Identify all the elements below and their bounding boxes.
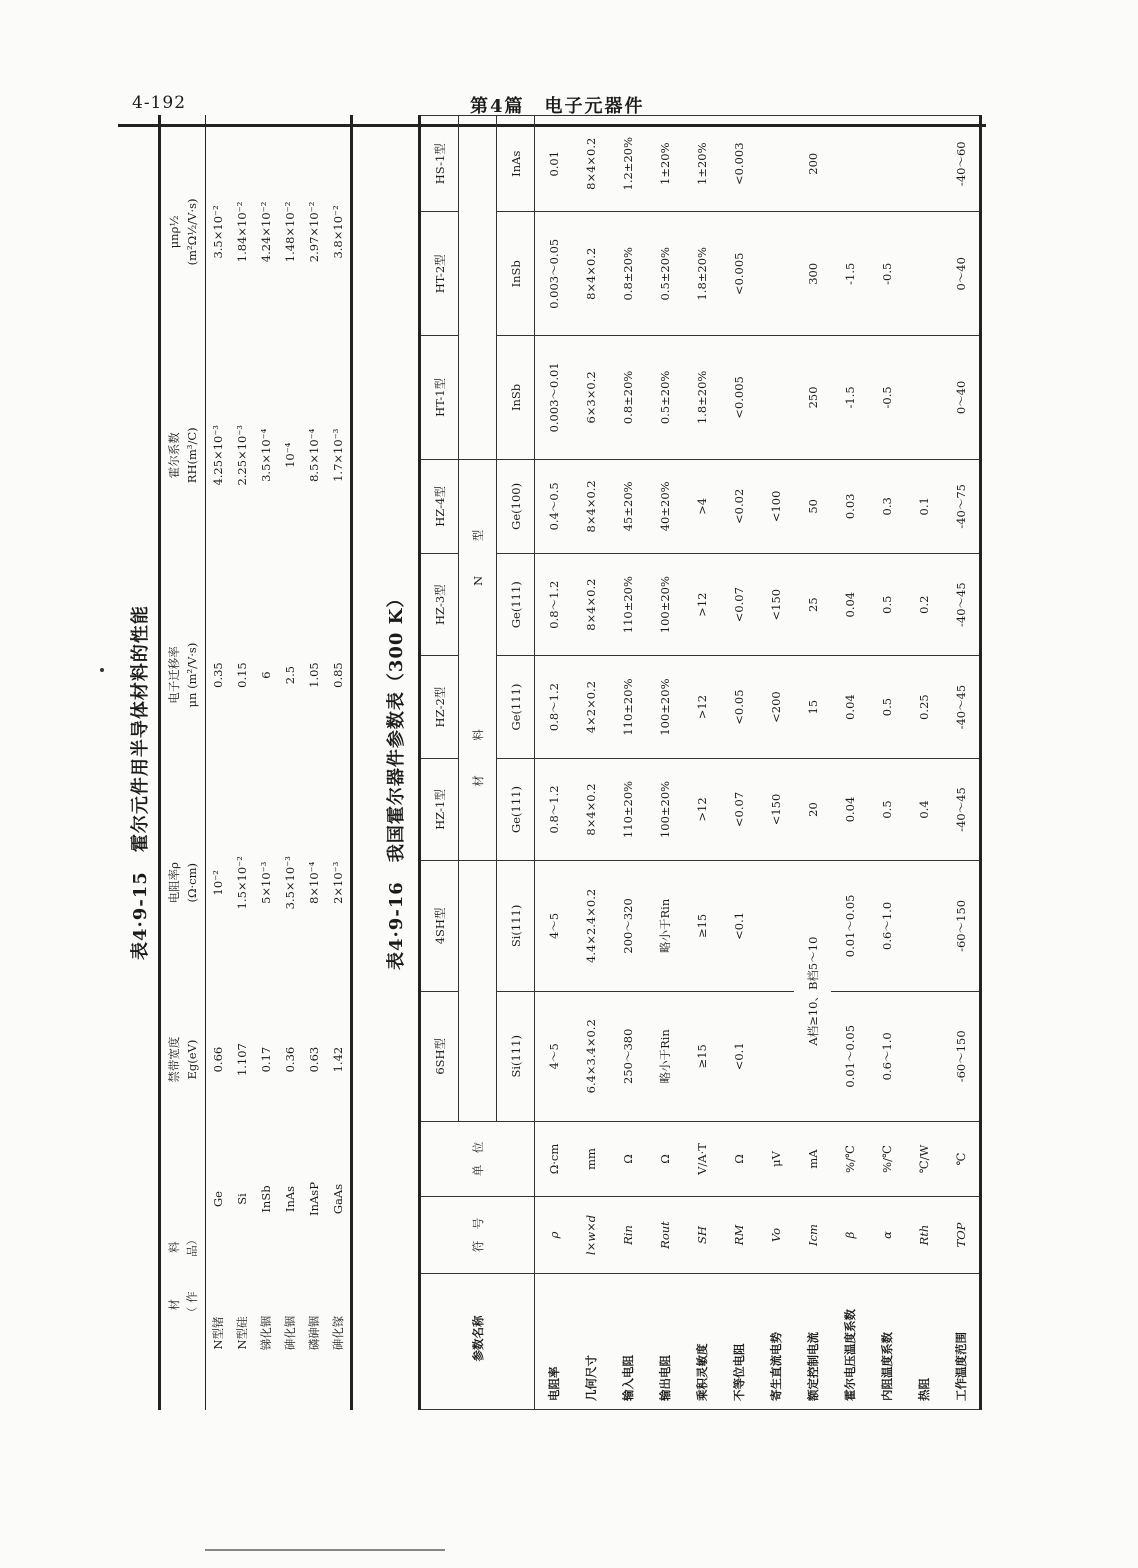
t16-h-model: HZ-3型: [420, 553, 459, 655]
t16-cell-value: -60～150: [942, 861, 981, 991]
t15-cell-eg: 0.66: [211, 1046, 225, 1073]
t15-h-material-l2: （ 作 品）: [185, 1233, 199, 1319]
t16-h-material: Ge(100): [497, 459, 535, 553]
t15-cell-eg: 0.36: [283, 1046, 297, 1073]
t16-cell-value: -1.5: [831, 212, 868, 336]
table15-row: [254, 115, 278, 1410]
t16-cell-unit: Ω: [720, 1122, 757, 1197]
t16-cell-value: -40～45: [942, 656, 981, 758]
table15-row: [230, 115, 254, 1410]
t16-cell-value: 4～5: [535, 991, 573, 1121]
t15-cell-rh: 4.25×10⁻³: [211, 424, 225, 486]
table16-row: [942, 116, 981, 1410]
t15-h-material: [160, 1142, 206, 1410]
t16-cell-param: 乘积灵敏度: [683, 1274, 720, 1410]
t16-cell-unit: mA: [794, 1122, 831, 1197]
t16-cell-value: [757, 861, 794, 991]
t16-cell-value: 200～320: [609, 861, 646, 991]
t15-cell-rho: 5×10⁻³: [259, 861, 273, 904]
t15-h-rho: [160, 788, 206, 977]
t16-cell-value: 0.04: [831, 553, 868, 655]
t16-cell-value: <0.05: [720, 656, 757, 758]
t15-cell-mr: 3.8×10⁻²: [326, 115, 352, 349]
t16-cell-value: <200: [757, 656, 794, 758]
t15-cell-rho: 1.5×10⁻²: [235, 856, 249, 910]
t16-h-model: HZ-1型: [420, 758, 459, 860]
t16-cell-symbol: l×w×d: [572, 1197, 609, 1274]
t16-h-model: HS-1型: [420, 116, 459, 212]
page-number: 4-192: [132, 93, 187, 113]
t16-cell-param: 霍尔电压温度系数: [831, 1274, 868, 1410]
table16-row: [683, 116, 720, 1410]
t16-cell-value: -40～45: [942, 553, 981, 655]
t16-cell-param: 几何尺寸: [572, 1274, 609, 1410]
t15-cell-mr: 3.5×10⁻²: [211, 205, 225, 259]
t15-cell-eg: 0.63: [307, 1046, 321, 1073]
t16-cell-symbol: SH: [683, 1197, 720, 1274]
t15-cell-mr: 2.97×10⁻²: [307, 201, 321, 263]
t16-h-param: 参数名称: [420, 1274, 535, 1410]
t16-cell-value: 200: [794, 116, 831, 212]
t16-cell-symbol: Rout: [646, 1197, 683, 1274]
t16-cell-value: <0.07: [720, 758, 757, 860]
t16-cell-value: <150: [757, 553, 794, 655]
t15-cell-formula: InAs: [283, 1185, 297, 1213]
t15-cell-rh: 1.7×10⁻³: [326, 349, 352, 562]
t16-h-ntype-label: N 型: [459, 459, 497, 656]
t16-cell-value: 8×4×0.2: [572, 459, 609, 553]
t15-cell-mu: 1.05: [307, 662, 321, 688]
t15-h-eg: [160, 977, 206, 1142]
t15-h-mu-l1: 电子迁移率: [167, 646, 181, 704]
table15-caption: 表4·9-15 霍尔元件用半导体材料的性能: [130, 605, 151, 960]
t15-h-rh-l1: 霍尔系数: [167, 432, 181, 479]
t16-cell-value: 110±20%: [609, 656, 646, 758]
t16-cell-value: <0.07: [720, 553, 757, 655]
t15-cell-rho: 10⁻²: [211, 870, 225, 896]
t16-cell-value: 0.3: [868, 459, 905, 553]
t16-cell-value: 25: [794, 553, 831, 655]
t16-cell-value: 4～5: [535, 861, 573, 991]
t16-cell-value: 0.003～0.01: [535, 336, 573, 460]
t16-cell-symbol: Rth: [905, 1197, 942, 1274]
t16-cell-value: 0.8～1.2: [535, 553, 573, 655]
t16-cell-value: ≥15: [683, 991, 720, 1121]
t16-cell-value: <0.005: [720, 336, 757, 460]
t15-cell-name: 锑化铟: [259, 1315, 273, 1351]
t15-cell-formula: Si: [235, 1193, 249, 1205]
t16-h-model: HT-1型: [420, 336, 459, 460]
table16-row: [535, 116, 573, 1410]
t16-cell-value: 0～40: [942, 336, 981, 460]
table16-row: [905, 116, 942, 1410]
t16-cell-value: 40±20%: [646, 459, 683, 553]
t16-cell-param: 额定控制电流: [794, 1274, 831, 1410]
t16-cell-value: 1.8±20%: [683, 212, 720, 336]
t16-cell-value: 110±20%: [609, 553, 646, 655]
t15-cell-mr: 1.48×10⁻²: [283, 201, 297, 263]
t16-cell-value: 50: [794, 459, 831, 553]
t15-h-mu: [160, 562, 206, 789]
t16-cell-unit: Ω·cm: [535, 1122, 573, 1197]
t16-cell-value: 110±20%: [609, 758, 646, 860]
table15-row: [302, 115, 326, 1410]
t16-cell-value: -40～60: [942, 116, 981, 212]
t16-cell-value: 6.4×3.4×0.2: [572, 991, 609, 1121]
t16-h-model: HT-2型: [420, 212, 459, 336]
t15-h-eg-l1: 禁带宽度: [167, 1036, 181, 1083]
t16-cell-value: >4: [683, 459, 720, 553]
t15-h-rh: [160, 349, 206, 562]
table15: [158, 115, 353, 1410]
table16-row: [757, 116, 794, 1410]
table15-header-row: [160, 115, 206, 1410]
t16-h-material: InAs: [497, 116, 535, 212]
t15-cell-eg: 0.17: [259, 1046, 273, 1073]
t16-cell-param: 电阻率: [535, 1274, 573, 1410]
t15-h-eg-l2: Eg(eV): [185, 1039, 199, 1080]
t15-cell-mu: 0.35: [211, 662, 225, 688]
t16-cell-value: 0.5: [868, 553, 905, 655]
t16-cell-value: [905, 116, 942, 212]
t16-h-material: Ge(111): [497, 758, 535, 860]
t16-cell-value: 100±20%: [646, 553, 683, 655]
t15-h-mr-l2: (m²Ω½/V·s): [185, 198, 199, 266]
t16-cell-value: 0.5: [868, 656, 905, 758]
t16-cell-value: <150: [757, 758, 794, 860]
t16-cell-value: 0.8～1.2: [535, 656, 573, 758]
t16-cell-symbol: Vo: [757, 1197, 794, 1274]
t16-cell-value: 0.01～0.05: [831, 861, 868, 991]
t16-cell-value: [905, 861, 942, 991]
t16-cell-value: 略小于Rin: [646, 991, 683, 1121]
t16-h-material: Ge(111): [497, 553, 535, 655]
t16-h-blank: [459, 861, 497, 1122]
running-head: 第4篇 电子元器件: [470, 96, 645, 117]
t16-cell-value: -40～75: [942, 459, 981, 553]
t16-cell-symbol: TOP: [942, 1197, 981, 1274]
t16-cell-unit: %/℃: [831, 1122, 868, 1197]
t16-cell-value: 0.5: [868, 758, 905, 860]
t16-cell-param: 内阻温度系数: [868, 1274, 905, 1410]
t16-cell-value: 0.8±20%: [609, 336, 646, 460]
t16-cell-value: 8×4×0.2: [572, 116, 609, 212]
speck: [100, 668, 104, 672]
t16-cell-value: <0.1: [720, 861, 757, 991]
t16-cell-value: 0.8～1.2: [535, 758, 573, 860]
t16-cell-value: 0～40: [942, 212, 981, 336]
t15-cell-name: 砷化镓: [326, 1256, 352, 1410]
t15-cell-rho: 3.5×10⁻³: [283, 856, 297, 910]
t16-cell-value: 100±20%: [646, 758, 683, 860]
t16-cell-value: [868, 116, 905, 212]
t16-cell-unit: mm: [572, 1122, 609, 1197]
t16-cell-unit: %/℃: [868, 1122, 905, 1197]
t15-h-rho-l1: 电阻率ρ: [167, 862, 181, 904]
t15-cell-mu: 0.15: [235, 662, 249, 688]
t16-cell-unit: ℃: [942, 1122, 981, 1197]
t16-cell-value: 0.4～0.5: [535, 459, 573, 553]
t16-cell-value: -40～45: [942, 758, 981, 860]
t15-h-rh-l2: RH(m³/C): [185, 427, 199, 484]
t16-cell-param: 寄生直流电势: [757, 1274, 794, 1410]
t16-cell-value: 0.5±20%: [646, 336, 683, 460]
t16-h-material: InSb: [497, 336, 535, 460]
t16-cell-param: 输出电阻: [646, 1274, 683, 1410]
t15-cell-eg: 1.107: [235, 1043, 249, 1077]
t16-cell-value: 1.2±20%: [609, 116, 646, 212]
t15-cell-mu: 0.85: [326, 562, 352, 789]
t16-cell-value: 8×4×0.2: [572, 212, 609, 336]
t16-cell-value: 250～380: [609, 991, 646, 1121]
t16-cell-value: 250: [794, 336, 831, 460]
t15-cell-rho: 8×10⁻⁴: [307, 861, 321, 904]
table16-caption: 表4·9-16 我国霍尔器件参数表（300 K）: [386, 588, 407, 970]
t16-cell-value: 0.6～1.0: [868, 991, 905, 1121]
t15-cell-formula: GaAs: [326, 1142, 352, 1256]
t16-cell-symbol: β: [831, 1197, 868, 1274]
t16-cell-value: 8×4×0.2: [572, 758, 609, 860]
t16-cell-value: [905, 991, 942, 1121]
t16-h-material: Si(111): [497, 991, 535, 1121]
t16-cell-value: [905, 336, 942, 460]
rotated-page-content: [120, 40, 970, 1440]
t16-cell-symbol: Rin: [609, 1197, 646, 1274]
t16-cell-value: -0.5: [868, 336, 905, 460]
t16-cell-value: 0.1: [905, 459, 942, 553]
t16-cell-param: 不等位电阻: [720, 1274, 757, 1410]
t15-cell-eg: 1.42: [326, 977, 352, 1142]
t16-cell-value: [757, 336, 794, 460]
t15-h-mr-l1: μnρ½: [167, 215, 181, 249]
t16-cell-value: 0.8±20%: [609, 212, 646, 336]
t15-h-rho-l2: (Ω·cm): [185, 863, 199, 903]
t15-h-mu-l2: μn (m²/V·s): [185, 642, 199, 708]
t16-cell-value: 4.4×2.4×0.2: [572, 861, 609, 991]
t15-cell-mr: 4.24×10⁻²: [259, 201, 273, 263]
t15-cell-mr: 1.84×10⁻²: [235, 201, 249, 263]
t16-cell-value: 45±20%: [609, 459, 646, 553]
t16-cell-value: 4×2×0.2: [572, 656, 609, 758]
t15-cell-formula: InSb: [259, 1185, 273, 1213]
t16-cell-value: 15: [794, 656, 831, 758]
t15-cell-name: N型锗: [211, 1316, 225, 1350]
t16-h-material: Si(111): [497, 861, 535, 991]
table16-row: [868, 116, 905, 1410]
table16-row: [720, 116, 757, 1410]
t16-cell-param: 工作温度范围: [942, 1274, 981, 1410]
table16-row: [646, 116, 683, 1410]
t15-cell-mu: 6: [259, 671, 273, 679]
table15-row: [326, 115, 352, 1410]
t16-cell-unit: Ω: [646, 1122, 683, 1197]
t16-cell-value: 6×3×0.2: [572, 336, 609, 460]
t16-cell-value: [905, 212, 942, 336]
t15-cell-name: N型硅: [235, 1316, 249, 1350]
t16-cell-value: 8×4×0.2: [572, 553, 609, 655]
t15-h-material-l1: 材 料: [167, 1241, 181, 1311]
t16-cell-value: -0.5: [868, 212, 905, 336]
t16-cell-value: <0.003: [720, 116, 757, 212]
t16-cell-value: >12: [683, 758, 720, 860]
t15-cell-mu: 2.5: [283, 665, 297, 685]
table15-row: [278, 115, 302, 1410]
table16-row: [794, 116, 831, 1410]
scan-line: [205, 1549, 445, 1551]
t16-h-material-label: 材 料: [459, 656, 497, 861]
t15-cell-rh: 8.5×10⁻⁴: [307, 428, 321, 482]
table16: [418, 115, 982, 1410]
t16-cell-value: 0.04: [831, 758, 868, 860]
t16-cell-value: <0.02: [720, 459, 757, 553]
t16-cell-value: <0.005: [720, 212, 757, 336]
t16-cell-value: 0.01～0.05: [831, 991, 868, 1121]
table15-row: [206, 115, 231, 1410]
t16-cell-value: <100: [757, 459, 794, 553]
t16-cell-value: [757, 116, 794, 212]
t16-cell-value: 1±20%: [646, 116, 683, 212]
table16-row: [609, 116, 646, 1410]
t16-cell-value: 0.6～1.0: [868, 861, 905, 991]
t16-cell-value: 300: [794, 212, 831, 336]
t15-h-mr: [160, 115, 206, 349]
t16-cell-value: 0.01: [535, 116, 573, 212]
t16-cell-value: -1.5: [831, 336, 868, 460]
t16-cell-value: 略小于Rin: [646, 861, 683, 991]
t16-cell-value: -60～150: [942, 991, 981, 1121]
t16-cell-symbol: ρ: [535, 1197, 573, 1274]
t15-cell-rh: 2.25×10⁻³: [235, 424, 249, 486]
t16-cell-value: 0.003～0.05: [535, 212, 573, 336]
t15-cell-name: 砷化铟: [283, 1315, 297, 1351]
t16-cell-value: <0.1: [720, 991, 757, 1121]
t16-cell-value: >12: [683, 553, 720, 655]
t16-cell-value: 0.03: [831, 459, 868, 553]
t16-cell-param: 输入电阻: [609, 1274, 646, 1410]
t16-cell-unit: V/A·T: [683, 1122, 720, 1197]
t16-cell-value: [757, 212, 794, 336]
t16-cell-symbol: Icm: [794, 1197, 831, 1274]
t15-cell-formula: InAsP: [307, 1182, 321, 1216]
t15-cell-rh: 3.5×10⁻⁴: [259, 428, 273, 482]
t16-h-material: InSb: [497, 212, 535, 336]
t16-h-material: Ge(111): [497, 656, 535, 758]
t16-header-row-models: [420, 116, 459, 1410]
t15-cell-rho: 2×10⁻³: [326, 788, 352, 977]
t16-cell-value: 0.25: [905, 656, 942, 758]
t16-cell-value: >12: [683, 656, 720, 758]
t16-h-model: 6SH型: [420, 991, 459, 1121]
t16-cell-symbol: RM: [720, 1197, 757, 1274]
t16-cell-value: 0.2: [905, 553, 942, 655]
t15-cell-name: 磷砷铟: [307, 1315, 321, 1351]
t16-cell-value: 1±20%: [683, 116, 720, 212]
t16-cell-value: [831, 116, 868, 212]
t16-cell-unit: ℃/W: [905, 1122, 942, 1197]
t15-cell-formula: Ge: [211, 1191, 225, 1207]
t16-cell-value: 20: [794, 758, 831, 860]
t16-h-blank: [459, 116, 497, 460]
t16-h-symbol: 符 号: [420, 1197, 535, 1274]
t16-h-unit: 单 位: [420, 1122, 535, 1197]
t16-cell-value: [757, 991, 794, 1121]
t15-cell-rh: 10⁻⁴: [283, 442, 297, 468]
table15-body: [206, 115, 352, 1410]
t16-cell-value: ≥15: [683, 861, 720, 991]
t16-cell-unit: μV: [757, 1122, 794, 1197]
t16-cell-value: 0.5±20%: [646, 212, 683, 336]
t16-cell-param: 热阻: [905, 1274, 942, 1410]
t16-cell-value: 0.4: [905, 758, 942, 860]
t16-h-model: HZ-4型: [420, 459, 459, 553]
t16-cell-value: 100±20%: [646, 656, 683, 758]
table16-row: [831, 116, 868, 1410]
t16-cell-symbol: α: [868, 1197, 905, 1274]
t16-h-model: HZ-2型: [420, 656, 459, 758]
t16-h-model: 4SH型: [420, 861, 459, 991]
t16-cell-unit: Ω: [609, 1122, 646, 1197]
t16-cell-value: 1.8±20%: [683, 336, 720, 460]
t16-cell-value: A档≥10、B档5～10: [794, 861, 831, 1122]
table16-row: [572, 116, 609, 1410]
table16-body: [535, 116, 981, 1410]
t16-cell-value: 0.04: [831, 656, 868, 758]
